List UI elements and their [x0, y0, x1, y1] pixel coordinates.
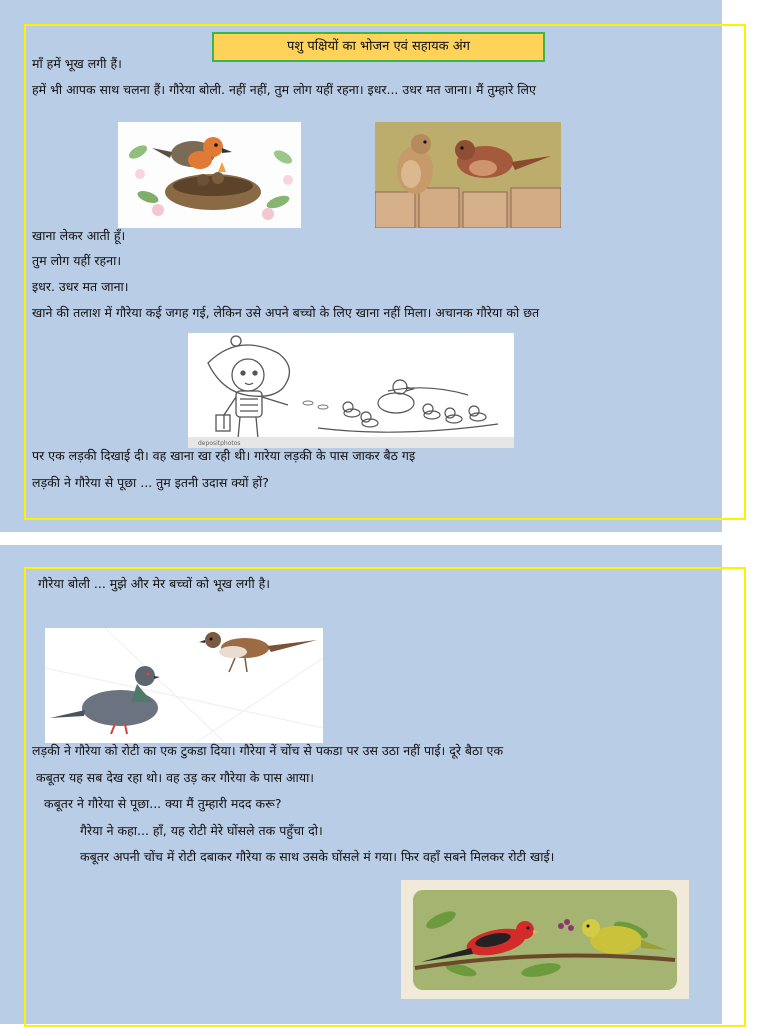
text-line-5: इधर. उधर मत जाना।	[32, 279, 129, 294]
text-line-1: माँ हमें भूख लगी हैं।	[32, 56, 122, 71]
text-line-12: कबूतर ने गौरेया से पूछा... क्या मैं तुम्हारी मदद करू?	[44, 796, 282, 811]
text-line-11: कबूतर यह सब देख रहा थाे। वह उड़ कर गौरेया के पास आया।	[36, 770, 315, 785]
birds-branch-image	[401, 880, 689, 999]
pigeon-sparrow-image	[45, 628, 323, 743]
sparrows-fence-image	[375, 122, 561, 228]
robin-nest-image	[118, 122, 301, 228]
text-line-13: गैरेया ने कहा... हाँ, यह रोटी मेरे घोंसले तक पहुँचा दो।	[80, 823, 323, 838]
text-line-3: खाना लेकर आती हूँ।	[32, 228, 126, 243]
text-line-14: कबूतर अपनी चोंच में रोटी दबाकर गौरेया क साथ उसके घोंसले मं गया। फिर वहाँ सबने मिलकर रोटी खाई।	[80, 849, 555, 864]
text-line-10: लड़की ने गौरेया को रोटी का एक टुकडा दिया। गौरेया नें चोंच से पकडा पर उस उठा नहीं पाई। दूरे बैठा एक	[32, 743, 504, 758]
text-line-6: खाने की तलाश में गौरेया कई जगह गई, लेकिन उसे अपने बच्चो के लिए खाना नहीं मिला। अचानक गौरेया को छत	[32, 305, 540, 320]
text-line-7: पर एक लड़की दिखाई दी। वह खाना खा रही थी। गारेया लड़की के पास जाकर बैठ गइ	[32, 448, 416, 463]
girl-ducks-image	[188, 333, 514, 448]
text-line-9: गौरेया बोली ... मुझे और मेर बच्चों को भूख लगी है।	[38, 576, 271, 591]
text-line-4: तुम लोग यहीं रहना।	[32, 253, 122, 268]
watermark-text: depositphotos	[198, 440, 241, 447]
text-line-8: लड़की ने गौरेया से पूछा ... तुम इतनी उदास क्यों हों?	[32, 475, 269, 490]
page-title: पशु पक्षियों का भोजन एवं सहायक अंग	[212, 32, 545, 62]
text-line-2: हमें भी आपक साथ चलना हैं। गौरेया बोली. नहीं नहीं, तुम लोग यहीं रहना। इधर... उधर मत जाना। मैं तुम्हारे लिए	[32, 82, 536, 97]
